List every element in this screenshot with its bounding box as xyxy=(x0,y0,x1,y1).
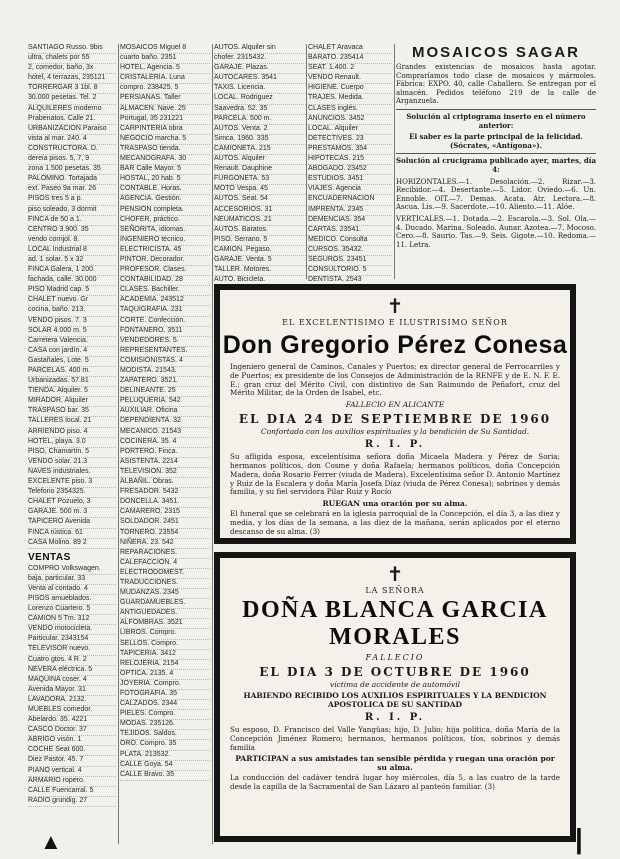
classified-ad-line: GUARDAMUEBLES. xyxy=(120,599,210,609)
classified-ad-line: CALLE Goya. 54 xyxy=(120,761,210,771)
crossword-horizontals: HORIZONTALES.—1. Desolación.—2. Rizar.—3. Recibidor.—4. Desertante.—5. Lidor. Oviedo.—6. Un. Ennoble. OIT.—7. Demas. Acata. Atr. Lectora.—8. Ascua. Lis.—9. Sacerdote.—10. Aliento.—11. Alóe. xyxy=(396,177,596,212)
classified-ad-line: MEDICO. Consulta xyxy=(308,236,392,246)
classified-ad-line: DEPENDIENTA. 32 xyxy=(120,417,210,427)
classified-ad-line: ALFOMBRAS. 3521 xyxy=(120,619,210,629)
classified-ad-line: PORTERO. Finca. xyxy=(120,448,210,458)
classified-ad-line: PARCELA. 500 m. xyxy=(214,115,306,125)
classified-ad-line: piso soleado, 3 dormit xyxy=(28,206,116,216)
classified-ad-line: EXCELENTE piso. 3 xyxy=(28,478,116,488)
classified-ad-line: AUTOS. Venta. 2 xyxy=(214,125,306,135)
classified-ad-line: HIPOTECAS. 215 xyxy=(308,155,392,165)
classified-ad-line: FINCA rústica. 61 xyxy=(28,529,116,539)
classified-ad-line: MOTO Vespa. 45 xyxy=(214,185,306,195)
classified-ad-line: PALOMINO. Tortajada xyxy=(28,175,116,185)
classified-ad-line: COCHE Seat 600. xyxy=(28,746,116,756)
classified-ad-line: compro. 238425. 5 xyxy=(120,84,210,94)
ventas-heading: VENTAS xyxy=(28,551,71,563)
classified-ad-line: IMPRENTA. 2345 xyxy=(308,206,392,216)
classified-ad-line: chofer. 2315432. xyxy=(214,54,306,64)
classified-ad-line: TORRERGAR 3 1bl. 8 xyxy=(28,84,116,94)
divider xyxy=(396,109,596,110)
crossword-verticals: VERTICALES.—1. Dotada.—2. Escarola.—3. Sol. Ola.—4. Ducado. Marina. Soleado. Aunar. Azotea.—7. Mocoso. Cero.—8. Saurio. Tas.—9. Seis. Gigote.—10. Redoma.—11. Letra. xyxy=(396,214,596,249)
death-label: FALLECIO xyxy=(365,653,425,662)
classified-ad-line: CALLE Bravo. 35 xyxy=(120,771,210,781)
classified-ad-line: Abelardo. 35. 4221 xyxy=(28,716,116,726)
classified-ad-line: DONCELLA. 3451. xyxy=(120,498,210,508)
death-date: EL DIA 24 DE SEPTIEMBRE DE 1960 xyxy=(238,412,552,427)
cryptogram-solution: El saber es la parte principal de la felicidad. (Sócrates, «Antígona»). xyxy=(409,132,583,150)
classified-ad-line: VENDO motocicleta. xyxy=(28,625,116,635)
classified-ad-line: Renault. Dauphine xyxy=(214,165,306,175)
deceased-name: DOÑA BLANCA GARCIA MORALES xyxy=(242,597,548,650)
column-divider xyxy=(118,44,119,844)
classified-ad-line: ALQUILERES moderno xyxy=(28,105,116,115)
classified-list-1 xyxy=(28,44,116,549)
classified-ad-line: ALBAÑIL. Obras. xyxy=(120,478,210,488)
classified-ad-line: ENCUADERNACION xyxy=(308,195,392,205)
classified-ad-line: CARTAS. 23541. xyxy=(308,226,392,236)
classified-ad-line: BARATO. 235414 xyxy=(308,54,392,64)
deceased-name: Don Gregorio Pérez Conesa xyxy=(222,331,568,359)
classified-ad-line: Particular. 2343154 xyxy=(28,635,116,645)
classified-ad-line: CLASES. Bachiller. xyxy=(120,286,210,296)
classified-ad-line: PELUQUERIA. 542 xyxy=(120,397,210,407)
funeral-details: El funeral que se celebrará en la iglesia parroquial de la Concepción, el día 3, a las diez y media, y los días de la semana, a las diez de la mañana, serán aplicados por el eterno descanso de su alma. (3) xyxy=(230,509,560,536)
classified-ad-line: CHALET nuevo. Gr xyxy=(28,296,116,306)
classified-ad-line: HOTEL, playa. 3.0 xyxy=(28,438,116,448)
classified-ad-line: 30.000 pesetas. Tel. 2 xyxy=(28,94,116,104)
classified-ad-line: VENDO Renault. xyxy=(308,74,392,84)
classified-ad-line: ELECTRODOMEST. xyxy=(120,569,210,579)
classified-ad-line: CHALET Pozuelo, 3 xyxy=(28,498,116,508)
classified-ad-line: ultra, chalets por 55 xyxy=(28,54,116,64)
classified-ad-line: TALLER. Motores. xyxy=(214,266,306,276)
classified-ad-line: CRISTALERIA. Luna xyxy=(120,74,210,84)
classified-ad-line: DELINEANTE. 25 xyxy=(120,387,210,397)
classified-ad-line: zona 1.500 pesetas. 35 xyxy=(28,165,116,175)
classified-ad-line: AUTOS. Alquiler sin xyxy=(214,44,306,54)
classified-ad-line: VENDO solar. 21.3 xyxy=(28,458,116,468)
classified-ad-line: PISO. Serrano. 5 xyxy=(214,236,306,246)
classified-ad-line: LAVADORA. 2132. xyxy=(28,696,116,706)
classified-ad-line: PLATA. 213532. xyxy=(120,751,210,761)
classified-ad-line: LOCAL Industrial 8 xyxy=(28,246,116,256)
notice-honorific: LA SEÑORA xyxy=(365,586,425,595)
classified-ad-line: AUTOCARES. 3541 xyxy=(214,74,306,84)
classified-ad-line: CASA Molino. 89 2 xyxy=(28,539,116,549)
classified-ad-line: CONSULTORIO. 5 xyxy=(308,266,392,276)
classified-ad-line: AUTOS. Seat. 54 xyxy=(214,195,306,205)
classified-ad-line: ext. Paseo 9a mar. 26 xyxy=(28,185,116,195)
classified-ad-line: COCINERA. 35. 4 xyxy=(120,438,210,448)
classified-ad-line: AUTOS. Baratos. xyxy=(214,226,306,236)
classified-ad-line: TRASPASO tienda. xyxy=(120,145,210,155)
classified-ad-line: MODISTA. 21543. xyxy=(120,367,210,377)
classified-ad-line: SANTIAGO Russo. 9bis xyxy=(28,44,116,54)
classified-ad-line: SOLAR 4.000 m. 5 xyxy=(28,327,116,337)
classified-ad-line: FRESADOR. 5432 xyxy=(120,488,210,498)
classified-ad-line: PERSIANAS. Taller xyxy=(120,94,210,104)
classified-ad-line: Venta al contado. 4 xyxy=(28,585,116,595)
classified-ad-line: TAXIS. Licencia. xyxy=(214,84,306,94)
deceased-bio: Ingeniero general de Caminos, Canales y Puertos; ex director general de Ferrocarriles y de Puertos; ex presidente de los Consejos de Administración de la RENFE y de E. N. F. E. E.; gran cruz del Mérito Civil, con distintivo de San Raimundo de Peñafort, cruz del Mérito Militar, de la Orden de Isabel, etc. xyxy=(230,362,560,398)
classified-ad-line: MECANOGRAFA. 30 xyxy=(120,155,210,165)
classified-ad-line: ACCESORIOS. 31 xyxy=(214,206,306,216)
classified-ad-line: CONTABILIDAD. 28 xyxy=(120,276,210,286)
classified-ad-line: NEUMATICOS. 21 xyxy=(214,216,306,226)
classified-ad-line: 2, comedor, baño, 3x xyxy=(28,64,116,74)
classified-ad-line: DEMENCIAS. 354 xyxy=(308,216,392,226)
classified-list-3 xyxy=(214,44,306,306)
classified-ad-line: PINTOR. Decorador. xyxy=(120,256,210,266)
prayer-request: RUEGAN una oración por su alma. xyxy=(322,499,468,509)
classified-ad-line: TALLERES local. 21 xyxy=(28,417,116,427)
classified-ad-line: LIBROS. Compro. xyxy=(120,629,210,639)
classified-ad-line: VENDEDORES. 5. xyxy=(120,337,210,347)
classified-ad-line: CURSOS. 35432. xyxy=(308,246,392,256)
classified-ad-line: URBANIZACION Paraiso xyxy=(28,125,116,135)
classified-ad-line: cuarto baño. 2351 xyxy=(120,54,210,64)
classified-ad-line: RADIO grundig. 27 xyxy=(28,797,116,807)
classified-ad-line: VIAJES. Agencia xyxy=(308,185,392,195)
classified-ad-line: Cuatro gtos. 4 R. 2 xyxy=(28,656,116,666)
classified-ad-line: vendo corrijol. 8. xyxy=(28,236,116,246)
classified-ad-line: DETECTIVES. 23 xyxy=(308,135,392,145)
classified-ad-line: TORNERO. 23554 xyxy=(120,529,210,539)
cross-icon: ✝ xyxy=(386,294,404,318)
death-notice-garcia-morales xyxy=(214,552,576,842)
rip-mark: R. I. P. xyxy=(364,439,426,451)
family-list: Su afligida esposa, excelentísima señora doña Micaela Madera y Pérez de Soria; hermanos políticos, don Cosme y doña Rafaela; hermanos políticos, doña Concepción Madera, doña Rosario Ferrer (viuda de Madera), Excelentísima señor D. Antonio Martínez y Ruiz de la Escalera y doña María Josefa Díaz (viuda de Pérez Conesa); sobrinos y demás familia, y su fiel servidora Pilar Ruiz y Rocío xyxy=(230,452,560,497)
classified-ad-line: PISO, Chamartín. 5 xyxy=(28,448,116,458)
classified-ad-line: CASA con jardín. 4 xyxy=(28,347,116,357)
classified-ad-line: MODAS. 235126. xyxy=(120,720,210,730)
classified-ad-line: PARCELAS. 400 m. xyxy=(28,367,116,377)
classified-ad-line: TAQUIGRAFIA. 231 xyxy=(120,306,210,316)
classified-ad-line: PROFESOR. Clases. xyxy=(120,266,210,276)
classified-ad-line: dereia pisos. 5, 7, 9 xyxy=(28,155,116,165)
classified-ad-line: CARPINTERIA obra xyxy=(120,125,210,135)
death-cause: víctima de accidente de automóvil xyxy=(329,680,461,689)
classified-ad-line: Gastañales, Lote. 5 xyxy=(28,357,116,367)
classified-ad-line: ZAPATERO. 3521. xyxy=(120,377,210,387)
classified-ad-line: MUDANZAS. 2345 xyxy=(120,589,210,599)
classified-ad-line: CONSTRUCTORA. D. xyxy=(28,145,116,155)
advert-title: MOSAICOS SAGAR xyxy=(411,44,580,61)
classified-ad-line: JOYERIA. Compro. xyxy=(120,680,210,690)
classified-ad-line: LOCAL. Alquiler xyxy=(308,125,392,135)
classified-ad-line: CALZADOS. 2344 xyxy=(120,700,210,710)
divider xyxy=(396,153,596,154)
page-edge-mark: | xyxy=(575,823,583,854)
classified-ad-line: PIELES. Compro. xyxy=(120,710,210,720)
notice-honorific: EL EXCELENTISIMO E ILUSTRISIMO SEÑOR xyxy=(282,318,508,327)
cryptogram-solution-label: Solución al criptograma inserto en el número anterior: xyxy=(406,111,586,130)
classified-ad-line: CALLE Fuencarral. 5 xyxy=(28,787,116,797)
classified-ad-line: FINCA de 50 a 1. xyxy=(28,216,116,226)
death-notice-perez-conesa xyxy=(214,284,576,544)
classified-ad-line: MOSAICOS Miguel 8 xyxy=(120,44,210,54)
classified-ad-line: PRESTAMOS. 354 xyxy=(308,145,392,155)
classified-ad-line: GARAJE. Plazas. xyxy=(214,64,306,74)
classified-ad-line: TELEVISION. 352 xyxy=(120,468,210,478)
death-date: EL DIA 3 DE OCTUBRE DE 1960 xyxy=(259,665,531,679)
classified-list-ventas xyxy=(28,565,116,807)
classified-column-4 xyxy=(308,44,392,284)
classified-ad-line: GARAJE. 500 m. 3 xyxy=(28,508,116,518)
classified-ad-line: PISOS tres 5 a p. xyxy=(28,195,116,205)
classified-ad-line: fachada, calle. 30.000 xyxy=(28,276,116,286)
classified-ad-line: TRADUCCIONES. xyxy=(120,579,210,589)
classified-ad-line: AUTOS. Alquiler xyxy=(214,155,306,165)
classified-ad-line: CONTABLE. Horas. xyxy=(120,185,210,195)
classified-ad-line: HOTEL. Agencia. 5 xyxy=(120,64,210,74)
death-place: FALLECIO EN ALICANTE xyxy=(345,400,445,410)
classified-ad-line: PIANO vertical. 4 xyxy=(28,767,116,777)
prayer-request: PARTICIPAN a sus amistades tan sensible pérdida y ruegan una oración por su alma. xyxy=(235,754,555,773)
classified-ad-line: MUEBLES comedor. xyxy=(28,706,116,716)
classified-ad-line: TAPICERIA. 3412 xyxy=(120,650,210,660)
classified-ad-line: Portugal, 35 231221 xyxy=(120,115,210,125)
classified-list-2 xyxy=(120,44,210,781)
classified-ad-line: TEJIDOS. Saldos. xyxy=(120,730,210,740)
classified-ad-line: FINCA Galera, 1 200. xyxy=(28,266,116,276)
last-rites: Confortado con los auxilios espirituales y la bendición de Su Santidad. xyxy=(260,427,530,437)
classified-ad-line: Avenida Mayor. 31 xyxy=(28,686,116,696)
classified-ad-line: CAMION. Pegaso. xyxy=(214,246,306,256)
classified-ad-line: PENSION completa. xyxy=(120,206,210,216)
classified-ad-line: Simca. 1960. 335 xyxy=(214,135,306,145)
classified-ad-line: ESTUDIOS. 3451 xyxy=(308,175,392,185)
classified-ad-line: SELLOS. Compro. xyxy=(120,640,210,650)
puzzle-column xyxy=(396,44,596,274)
rip-mark: R. I. P. xyxy=(364,712,426,723)
classified-ad-line: Telefono 2354325. xyxy=(28,488,116,498)
classified-ad-line: SEAT. 1.400. 2 xyxy=(308,64,392,74)
column-divider xyxy=(212,44,213,844)
classified-ad-line: AGENCIA. Gestión. xyxy=(120,195,210,205)
classified-ad-line: CHALET Aravaca xyxy=(308,44,392,54)
classified-ad-line: COMPRO Volkswagen. xyxy=(28,565,116,575)
classified-ad-line: REPARACIONES. xyxy=(120,549,210,559)
classified-ad-line: SOLDADOR. 2451 xyxy=(120,518,210,528)
classified-ad-line: Saavedra. 52. 35 xyxy=(214,105,306,115)
classified-list-4 xyxy=(308,44,392,306)
classified-ad-line: Prabenatos. Calle 21. xyxy=(28,115,116,125)
classified-ad-line: NEVERA eléctrica. 5 xyxy=(28,666,116,676)
classified-ad-line: FOTOGRAFIA. 35 xyxy=(120,690,210,700)
classified-ad-line: Diez Pastor. 45. 7 xyxy=(28,756,116,766)
classified-ad-line: GARAJE. Venta. 5 xyxy=(214,256,306,266)
classified-ad-line: CASCO Doctor. 37 xyxy=(28,726,116,736)
funeral-details: La conducción del cadáver tendrá lugar hoy miércoles, día 5, a las cuatro de la tarde desde la capilla de la Sacramental de San Lázaro al panteón familiar. (3) xyxy=(230,773,560,792)
crossword-solution-label: Solución al crucigrama publicado ayer, martes, día 4: xyxy=(396,156,597,174)
last-rites: HABIENDO RECIBIDO LOS AUXILIOS ESPIRITUALES Y LA BENDICION APOSTOLICA DE SU SANTIDAD xyxy=(243,691,547,709)
classified-ad-line: VENDO pisos. 7. 3 xyxy=(28,317,116,327)
classified-ad-line: vista al mar. 240. 4 xyxy=(28,135,116,145)
classified-ad-line: PISOS amueblados. xyxy=(28,595,116,605)
classified-column-2 xyxy=(120,44,210,844)
classified-ad-line: CHOFER, práctico. xyxy=(120,216,210,226)
classified-ad-line: NAVES industriales. xyxy=(28,468,116,478)
classified-ad-line: ARRIENDO piso. 4 xyxy=(28,428,116,438)
classified-ad-line: NIÑERA. 23. 542 xyxy=(120,539,210,549)
classified-ad-line: COMISIONISTAS. 4 xyxy=(120,357,210,367)
classified-ad-line: CAMARERO. 2315 xyxy=(120,508,210,518)
advert-text: Grandes existencias de mosaicos hasta agotar. Compraríamos todo clase de mosaicos y mármoles. Fábrica: EXPO. 40, calle Caballero. Se entregan por el almacén. Pedidos teléfono 219 de la calle de Arganzuela. xyxy=(396,63,596,106)
classified-ad-line: FURGONETA. 53 xyxy=(214,175,306,185)
classified-ad-line: CORTE. Confección. xyxy=(120,317,210,327)
family-list: Su esposo, D. Francisco del Valle Yangüas; hijo, D. Julio; hija política, doña María de la Concepción Jiménez Romero; hermanos, hermanos políticos, tíos, sobrinos y demás familia xyxy=(230,725,560,752)
classified-ad-line: PISO Madrid cap. 5 xyxy=(28,286,116,296)
classified-ad-line: TELEVISOR nuevo. xyxy=(28,645,116,655)
classified-ad-line: CLASES inglés. xyxy=(308,105,392,115)
classified-ad-line: ABRIGO visón. 1 xyxy=(28,736,116,746)
classified-ad-line: ABOGADO. 23452 xyxy=(308,165,392,175)
classified-ad-line: CENTRO 3.900. 35 xyxy=(28,226,116,236)
classified-ad-line: AUTO. Bicicleta. xyxy=(214,276,306,286)
classified-ad-line: CALEFACCION. 4 xyxy=(120,559,210,569)
classified-column-3 xyxy=(214,44,306,284)
classified-ad-line: ad. 1 solar. 5 x 32 xyxy=(28,256,116,266)
classified-ad-line: CAMION 5 Tm. 312 xyxy=(28,615,116,625)
classified-ad-line: TRAJES. Medida. xyxy=(308,94,392,104)
classified-ad-line: FONTANERO. 3511 xyxy=(120,327,210,337)
classified-ad-line: ASISTENTA. 2214 xyxy=(120,458,210,468)
classified-ad-line: HIGIENE. Cuerpo xyxy=(308,84,392,94)
classified-ad-line: TAPICERO Avenida xyxy=(28,518,116,528)
classified-ad-line: CAMIONETA. 215 xyxy=(214,145,306,155)
classified-ad-line: Lorenzo Cuartero. 5 xyxy=(28,605,116,615)
classified-ad-line: DENTISTA. 2543 xyxy=(308,276,392,286)
classified-ad-line: BAR Calle Mayor. 5 xyxy=(120,165,210,175)
classified-ad-line: HOSTAL, 20 hab. 5 xyxy=(120,175,210,185)
classified-ad-line: ANUNCIOS. 3452 xyxy=(308,115,392,125)
column-divider xyxy=(306,44,307,279)
classified-ad-line: ORO. Compro. 35 xyxy=(120,740,210,750)
classified-ad-line: INGENIERO técnico. xyxy=(120,236,210,246)
classified-ad-line: ALMACEN. Nave. 25 xyxy=(120,105,210,115)
classified-ad-line: SEGUROS. 23451 xyxy=(308,256,392,266)
classified-ad-line: baja, particular. 33 xyxy=(28,575,116,585)
classified-ad-line: Urbanizadas. 57.81 xyxy=(28,377,116,387)
classified-ad-line: Carretera Valencia. xyxy=(28,337,116,347)
classified-ad-line: ARMARIO ropero. xyxy=(28,777,116,787)
classified-ad-line: OPTICA. 2135. 4 xyxy=(120,670,210,680)
classified-ad-line: cocina, baño. 213. xyxy=(28,306,116,316)
cross-icon: ✝ xyxy=(386,562,404,586)
classified-ad-line: ELECTRICISTA. 45 xyxy=(120,246,210,256)
classified-column-1 xyxy=(28,44,116,844)
classified-ad-line: MAQUINA coser. 4 xyxy=(28,676,116,686)
classified-ad-line: hotel, 4 terrazas, 235121 xyxy=(28,74,116,84)
classified-ad-line: ACADEMIA. 243512 xyxy=(120,296,210,306)
classified-ad-line: REPRESENTANTES. xyxy=(120,347,210,357)
classified-ad-line: TIENDA. Alquiler. 5 xyxy=(28,387,116,397)
classified-ad-line: LOCAL. Rodriguez xyxy=(214,94,306,104)
classified-ad-line: RELOJERIA. 2154 xyxy=(120,660,210,670)
classified-ad-line: NEGOCIO marcha. 5 xyxy=(120,135,210,145)
column-divider xyxy=(394,44,395,279)
classified-ad-line: ANTIGUEDADES. xyxy=(120,609,210,619)
page-edge-mark: ▲ xyxy=(40,829,62,854)
classified-ad-line: TRASPASO bar. 35 xyxy=(28,407,116,417)
classified-ad-line: SEÑORITA, idiomas. xyxy=(120,226,210,236)
classified-ad-line: AUXILIAR. Oficina xyxy=(120,407,210,417)
classified-ad-line: MIRADOR. Alquiler xyxy=(28,397,116,407)
classified-ad-line: MECANICO. 21543 xyxy=(120,428,210,438)
